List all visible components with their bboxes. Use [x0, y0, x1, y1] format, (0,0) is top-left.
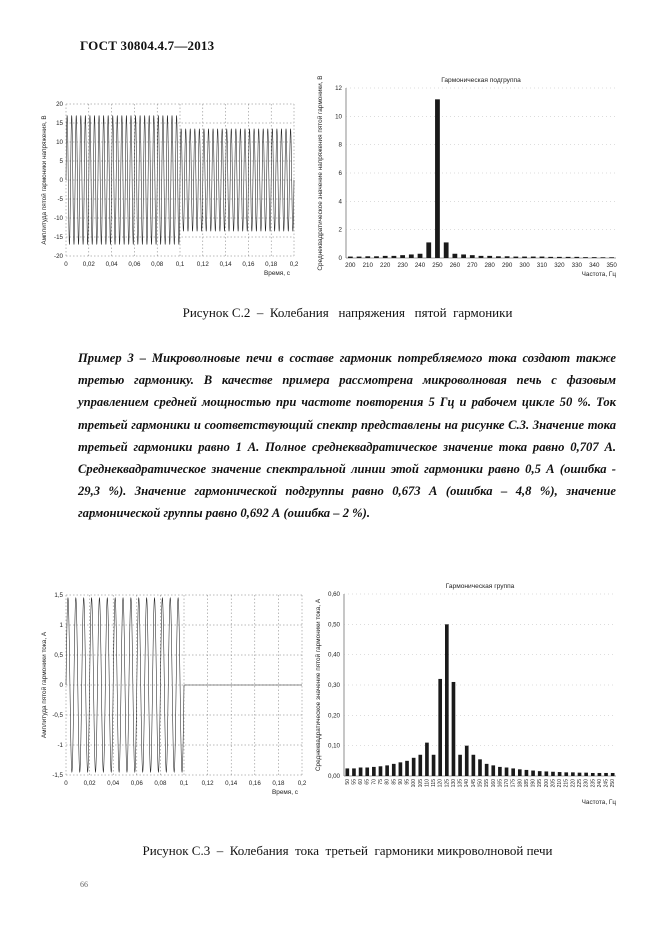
bar — [444, 242, 449, 258]
y-tick-label: 20 — [56, 101, 63, 108]
x-tick-label: 225 — [577, 779, 584, 788]
bar — [496, 256, 501, 258]
x-tick-label: 80 — [384, 779, 391, 785]
signal-line — [66, 115, 294, 244]
x-tick-label: 340 — [589, 262, 600, 269]
x-tick-label: 105 — [417, 779, 424, 788]
x-tick-label: 220 — [570, 779, 577, 788]
bar — [452, 682, 456, 776]
bar — [400, 255, 405, 258]
c2-spectrum-chart — [317, 75, 623, 288]
y-tick-label: 2 — [338, 226, 342, 234]
x-tick-label: 180 — [517, 779, 524, 788]
bar — [412, 758, 416, 776]
x-tick-label: 0,02 — [83, 780, 96, 787]
y-tick-label: 15 — [56, 120, 63, 127]
x-tick-label: 120 — [437, 779, 444, 788]
c3-waveform-svg — [40, 585, 315, 805]
bar — [435, 99, 440, 258]
bar — [345, 768, 349, 776]
x-tick-label: 0,06 — [130, 780, 143, 787]
x-tick-label: 250 — [432, 262, 443, 269]
x-tick-label: 95 — [404, 779, 411, 785]
x-tick-label: 230 — [583, 779, 590, 788]
x-tick-label: 205 — [550, 779, 557, 788]
x-tick-label: 215 — [563, 779, 570, 788]
bar — [505, 768, 509, 776]
x-tick-label: 0,12 — [196, 261, 209, 268]
x-tick-label: 115 — [431, 779, 438, 787]
bar — [405, 761, 409, 776]
y-tick-label: -5 — [57, 196, 63, 203]
x-tick-label: 210 — [362, 262, 373, 269]
bar — [432, 755, 436, 776]
bar — [566, 257, 571, 258]
y-tick-label: 0,00 — [327, 773, 340, 780]
y-axis-label: Среднеквадратическое значение напряжения пятой гармоники, В — [317, 75, 324, 271]
x-tick-label: 0,16 — [242, 261, 255, 268]
x-tick-label: 50 — [344, 779, 351, 785]
bar — [348, 257, 353, 258]
bar — [505, 256, 510, 258]
bar — [426, 242, 431, 258]
chart-title: Гармоническая подгруппа — [441, 77, 521, 84]
x-tick-label: 75 — [377, 779, 384, 785]
bar — [392, 764, 396, 776]
bar — [438, 679, 442, 776]
x-tick-label: 65 — [364, 779, 371, 785]
x-tick-label: 290 — [501, 262, 513, 269]
bar — [452, 254, 457, 258]
figure-c2-caption: Рисунок С.2 – Колебания напряжения пятой гармоники — [182, 305, 513, 320]
x-tick-label: 100 — [411, 779, 418, 788]
y-axis-label: Амплитуда пятой гармоники тока, А — [41, 631, 48, 739]
x-tick-label: 70 — [371, 779, 378, 785]
bar — [564, 772, 568, 776]
x-tick-label: 90 — [397, 779, 404, 785]
example-paragraph: Пример 3 – Микроволновые печи в составе гармоник потребляемого тока создают также третью гармонику. В качестве примера рассмотрена микроволновая печь с фазовым управлением средней мощностью при частоте повторения 5 Гц и рабочем цикле 50 %. Ток третьей гармоники и соответствующий спектр представлены на рисунке С.3. Значение тока третьей гармоники равно 1 А. Полное среднеквадратическое значение тока равно 0,707 А. Среднеквадратическое значение спектральной линии этой гармоники равно 0,5 А (ошибка - 29,3 %). Значение гармонической подгруппы равно 0,673 А (ошибка – 4,8 %), значение гармонической группы равно 0,692 А (ошибка – 2 %). — [78, 351, 616, 521]
bar — [478, 759, 482, 776]
y-tick-label: 8 — [338, 141, 342, 149]
x-tick-label: 185 — [523, 779, 530, 788]
x-tick-label: 320 — [554, 262, 565, 269]
y-tick-label: 1 — [59, 622, 63, 629]
y-tick-label: 12 — [335, 85, 342, 92]
bar — [445, 624, 449, 776]
x-tick-label: 235 — [590, 779, 597, 788]
bar — [571, 772, 575, 776]
bar — [465, 746, 469, 776]
x-tick-label: 350 — [606, 262, 617, 269]
c3-waveform-chart — [40, 585, 315, 805]
bar — [511, 768, 515, 776]
x-tick-label: 0,18 — [272, 780, 285, 787]
chart-title: Гармоническая группа — [445, 583, 515, 590]
bar — [472, 755, 476, 776]
bar — [498, 767, 502, 776]
x-tick-label: 110 — [424, 779, 431, 787]
document-header: ГОСТ 30804.4.7—2013 — [80, 38, 215, 53]
x-tick-label: 135 — [457, 779, 464, 788]
bar — [418, 755, 422, 776]
bar — [518, 769, 522, 776]
c2-waveform-chart — [40, 90, 310, 290]
bar — [531, 771, 535, 776]
bar — [479, 256, 484, 258]
bar — [601, 257, 606, 258]
bar — [352, 768, 356, 776]
bar — [461, 254, 466, 258]
bar — [604, 773, 608, 776]
x-tick-label: 0,1 — [179, 780, 189, 787]
x-tick-label: 270 — [467, 262, 478, 269]
x-tick-label: 0,14 — [225, 780, 238, 787]
x-tick-label: 0,14 — [219, 261, 232, 268]
y-tick-label: 0,60 — [327, 591, 340, 598]
x-tick-label: 195 — [537, 779, 544, 788]
x-tick-label: 330 — [571, 262, 582, 269]
y-tick-label: 0 — [338, 255, 342, 262]
x-tick-label: 250 — [610, 779, 617, 788]
bar — [538, 771, 542, 776]
x-tick-label: 0,2 — [297, 780, 307, 787]
y-tick-label: 0,20 — [327, 712, 340, 720]
x-tick-label: 150 — [477, 779, 484, 788]
x-tick-label: 0,08 — [154, 780, 167, 787]
bar — [365, 256, 370, 258]
bar — [578, 773, 582, 776]
bar — [574, 257, 579, 258]
y-tick-label: 1,5 — [54, 592, 63, 599]
x-tick-label: 60 — [358, 779, 365, 785]
bar — [365, 768, 369, 776]
c2-spectrum-svg — [317, 75, 623, 288]
bar — [584, 773, 588, 776]
x-tick-label: 85 — [391, 779, 398, 785]
bar — [513, 257, 518, 258]
x-tick-label: 220 — [380, 262, 391, 269]
x-tick-label: 200 — [543, 779, 550, 788]
x-tick-label: 240 — [414, 262, 426, 269]
bar — [540, 257, 545, 258]
page-number: 66 — [80, 880, 88, 889]
x-tick-label: 155 — [484, 779, 491, 788]
c3-spectrum-chart — [310, 582, 625, 812]
x-tick-label: 145 — [470, 779, 477, 788]
x-tick-label: 0,2 — [289, 261, 299, 268]
x-tick-label: 0,18 — [265, 261, 278, 268]
x-tick-label: 240 — [596, 779, 603, 788]
bar — [372, 767, 376, 776]
c3-spectrum-svg — [310, 582, 625, 812]
y-tick-label: 0,50 — [327, 621, 340, 629]
bar — [592, 257, 597, 258]
bar — [611, 773, 615, 776]
y-tick-label: -10 — [54, 215, 63, 222]
y-tick-label: 0 — [59, 682, 63, 689]
bar — [487, 256, 492, 258]
x-tick-label: 160 — [490, 779, 497, 788]
y-tick-label: -20 — [54, 253, 63, 260]
bar — [522, 257, 527, 258]
bar — [418, 254, 423, 258]
x-tick-label: 0,1 — [175, 261, 185, 268]
bar — [525, 770, 529, 776]
bar — [598, 773, 602, 776]
y-tick-label: 0,30 — [327, 682, 340, 689]
bar — [531, 257, 536, 258]
x-tick-label: 0,02 — [82, 261, 95, 268]
x-axis-label: Частота, Гц — [581, 271, 616, 278]
bar — [409, 254, 414, 258]
bar — [548, 257, 553, 258]
x-tick-label: 260 — [449, 262, 461, 269]
x-tick-label: 0 — [64, 261, 68, 268]
bar — [383, 256, 388, 258]
bar — [379, 766, 383, 776]
bar — [470, 255, 475, 258]
bar — [374, 256, 379, 258]
y-tick-label: 6 — [338, 170, 342, 177]
y-axis-label: Амплитуда пятой гармоники напряжения, В — [41, 115, 48, 245]
y-tick-label: 4 — [338, 198, 342, 206]
y-tick-label: -1 — [57, 742, 63, 749]
y-tick-label: -1,5 — [52, 772, 63, 779]
x-tick-label: 200 — [345, 262, 356, 269]
bar — [545, 771, 549, 776]
bar — [551, 772, 555, 776]
bar — [557, 257, 562, 258]
x-axis-label: Время, с — [272, 789, 298, 796]
x-tick-label: 245 — [603, 779, 610, 788]
figure-c3-caption: Рисунок С.3 – Колебания тока третьей гармоники микроволновой печи — [142, 843, 553, 858]
x-tick-label: 0,16 — [248, 780, 261, 787]
x-tick-label: 175 — [510, 779, 517, 788]
y-tick-label: 10 — [56, 139, 63, 146]
x-tick-label: 0,12 — [201, 780, 214, 787]
bar — [458, 755, 462, 776]
y-tick-label: 0,40 — [327, 651, 340, 659]
x-tick-label: 230 — [397, 262, 408, 269]
bar — [385, 765, 389, 776]
x-tick-label: 210 — [557, 779, 564, 788]
x-tick-label: 0,04 — [105, 261, 118, 268]
x-axis-label: Частота, Гц — [581, 799, 616, 806]
x-tick-label: 300 — [519, 262, 530, 269]
bar — [425, 743, 429, 776]
y-tick-label: 0,5 — [54, 652, 63, 659]
x-tick-label: 165 — [497, 779, 504, 788]
y-tick-label: -15 — [54, 234, 63, 241]
y-axis-label: Среднеквадратическое значение пятой гармоники тока, А — [315, 598, 322, 772]
bar — [558, 772, 562, 776]
y-tick-label: 10 — [335, 113, 342, 121]
x-axis-label: Время, с — [264, 270, 290, 277]
x-tick-label: 0 — [64, 780, 68, 787]
y-tick-label: 0 — [59, 177, 63, 184]
x-tick-label: 280 — [484, 262, 495, 269]
x-tick-label: 190 — [530, 779, 537, 788]
y-tick-label: -0,5 — [52, 712, 63, 719]
bar — [609, 257, 614, 258]
bar — [491, 765, 495, 776]
x-tick-label: 310 — [536, 262, 548, 269]
x-tick-label: 0,08 — [151, 261, 164, 268]
x-tick-label: 0,04 — [107, 780, 120, 787]
c2-waveform-svg — [40, 90, 310, 290]
x-tick-label: 55 — [351, 779, 358, 785]
y-tick-label: 5 — [59, 158, 63, 165]
bar — [392, 256, 397, 258]
x-tick-label: 125 — [444, 779, 451, 788]
bar — [591, 773, 595, 776]
x-tick-label: 130 — [450, 779, 457, 788]
bar — [359, 768, 363, 776]
bar — [357, 257, 362, 258]
bar — [583, 257, 588, 258]
bar — [399, 762, 403, 776]
x-tick-label: 140 — [464, 779, 471, 788]
x-tick-label: 170 — [504, 779, 511, 788]
y-tick-label: 0,10 — [327, 742, 340, 750]
x-tick-label: 0,06 — [128, 261, 141, 268]
bar — [485, 764, 489, 776]
